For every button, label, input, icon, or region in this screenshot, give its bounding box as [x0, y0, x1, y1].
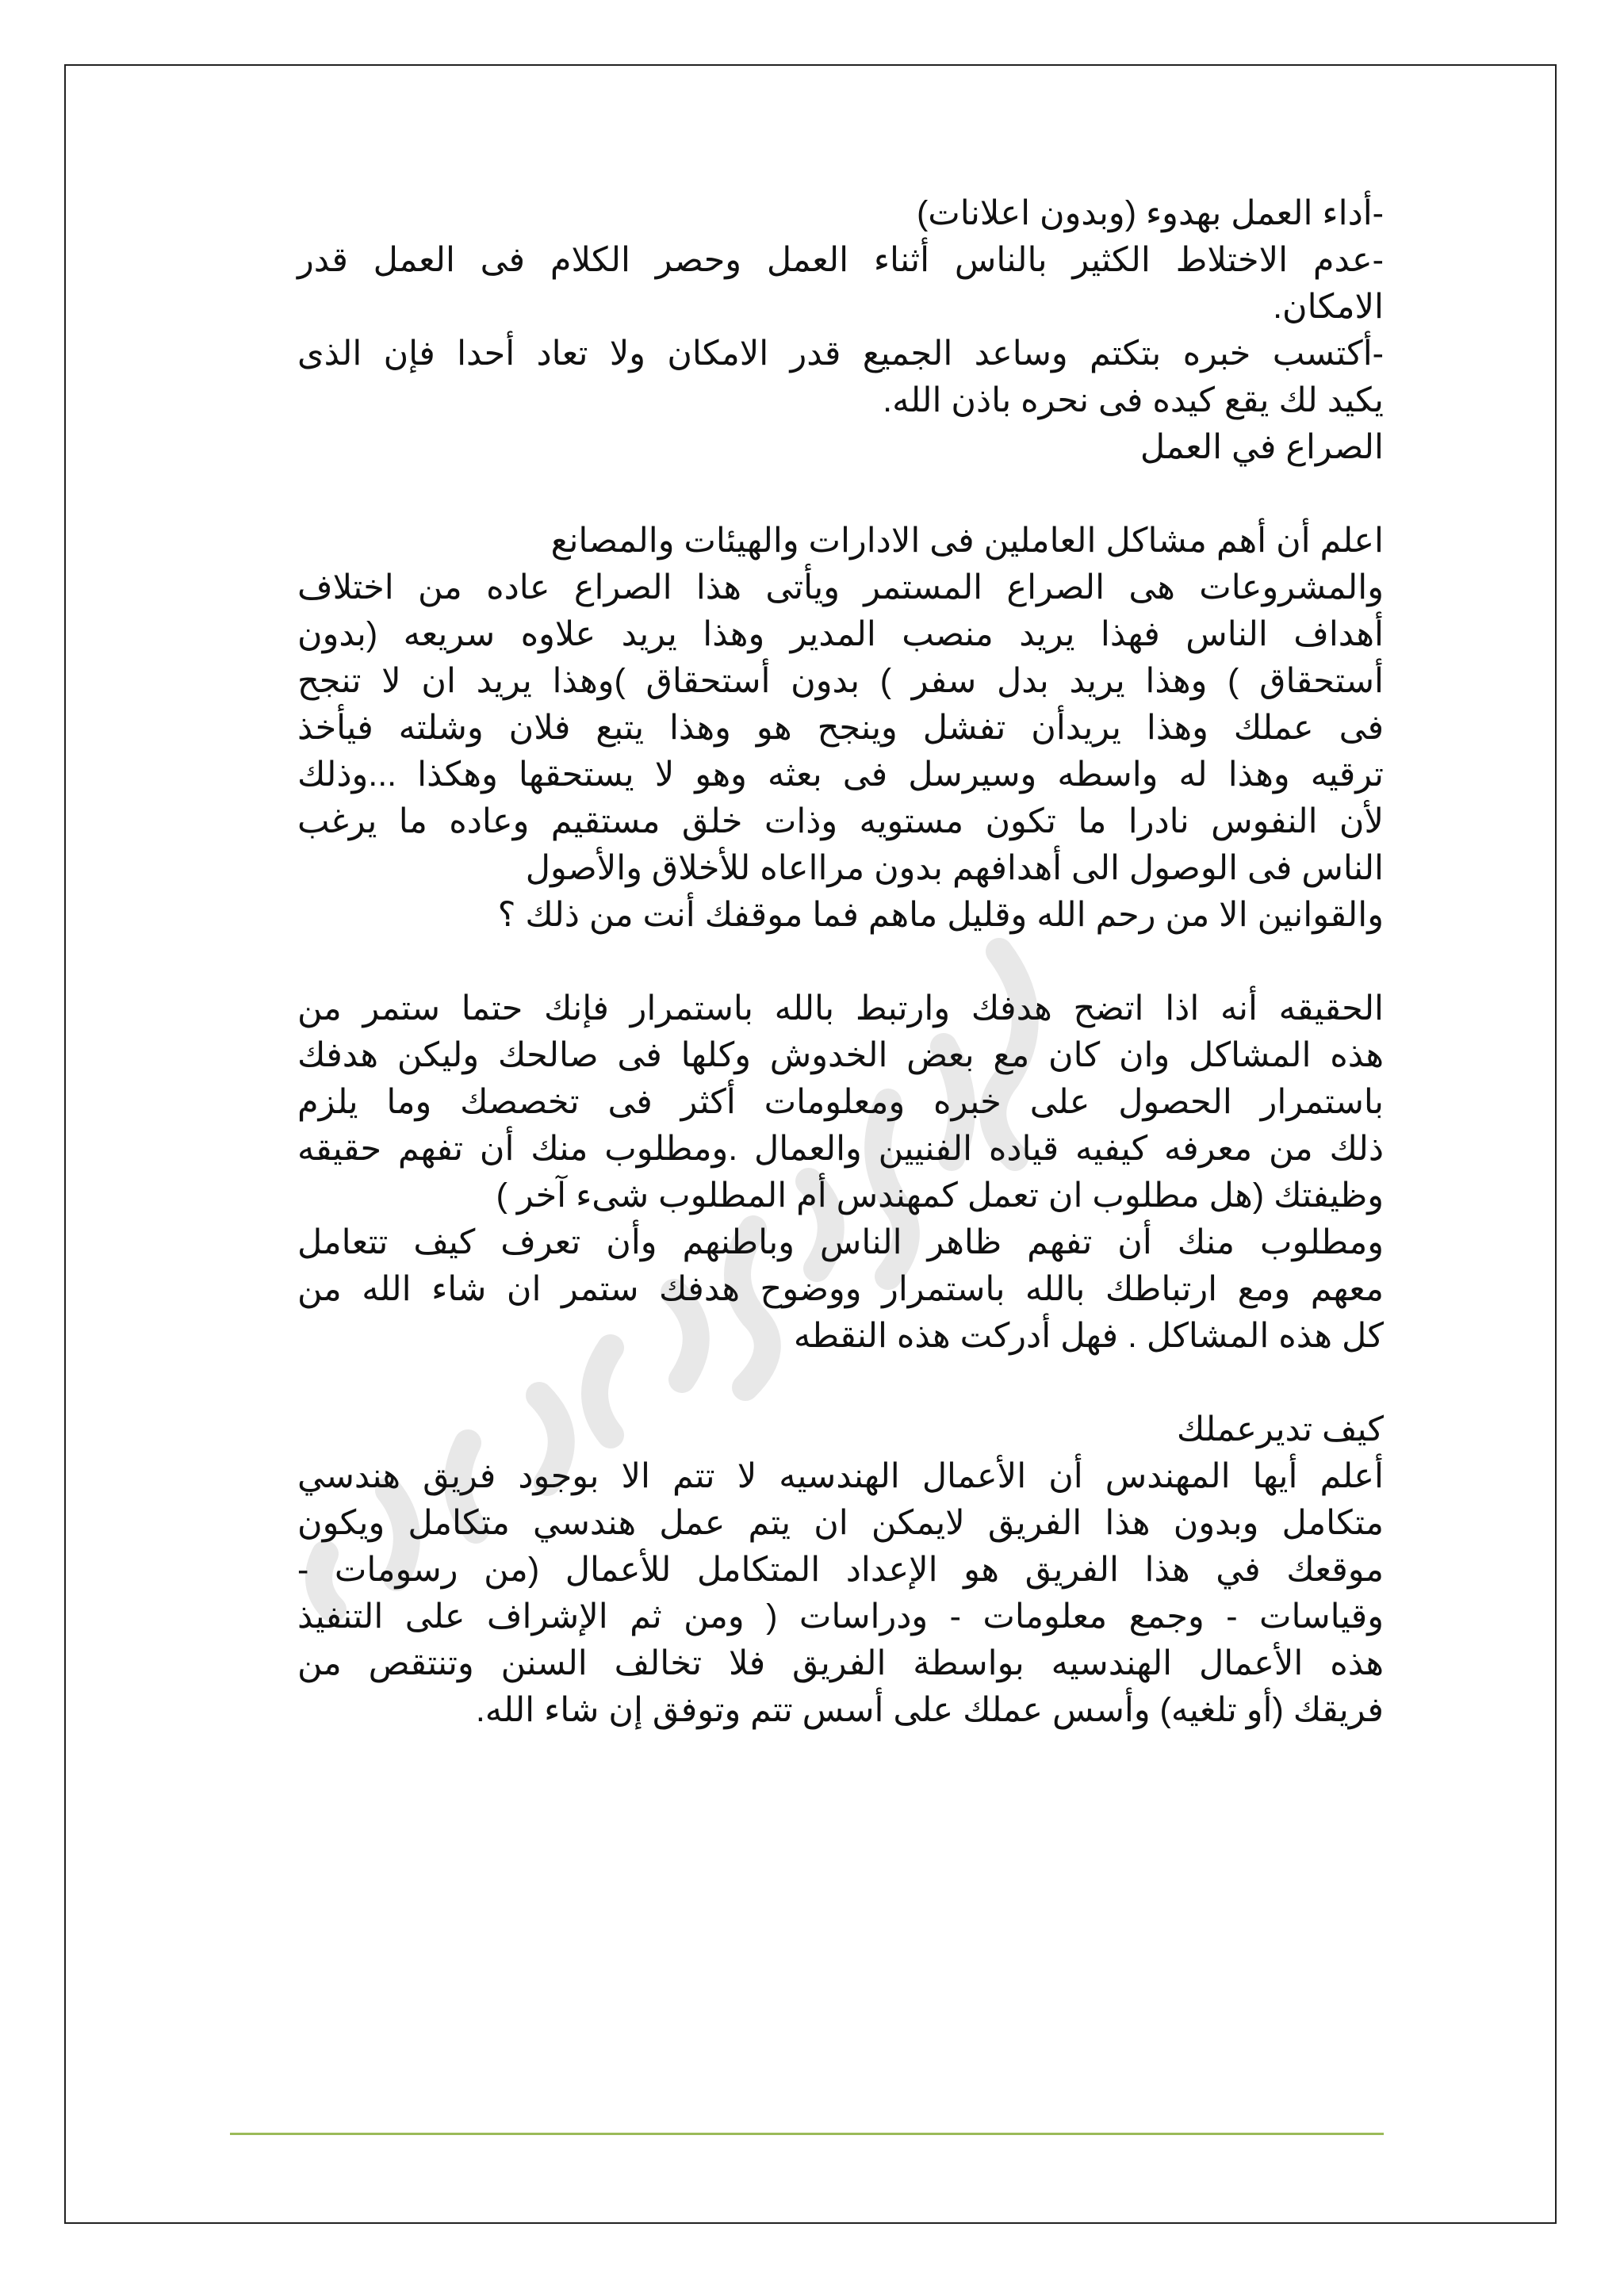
text-line: ذلك من معرفه كيفيه قياده الفنيين والعمال .ومطلوب منك أن تفهم حقيقه — [297, 1130, 1384, 1168]
text-line: -أداء العمل بهدوء (وبدون اعلانات) — [916, 194, 1384, 232]
section-heading: الصراع في العمل — [1139, 428, 1384, 466]
text-line: لأن النفوس نادرا ما تكون مستويه وذات خلق مستقيم وعاده ما يرغب — [297, 802, 1384, 840]
section-manage-section — [297, 1406, 1384, 1734]
text-line: والقوانين الا من رحم الله وقليل ماهم فما موقفك أنت من ذلك ؟ — [497, 896, 1384, 934]
text-line: ومطلوب منك أن تفهم ظاهر الناس وباطنهم وأن تعرف كيف تتعامل — [297, 1223, 1384, 1261]
text-line: والمشروعات هى الصراع المستمر ويأتى هذا الصراع عاده من اختلاف — [297, 568, 1384, 607]
text-line: وظيفتك (هل مطلوب ان تعمل كمهندس أم المطلوب شىء آخر ) — [496, 1177, 1384, 1215]
text-line: هذه الأعمال الهندسيه بواسطة الفريق فلا تخالف السنن وتنتقص من — [297, 1644, 1384, 1682]
section-intro-list — [297, 190, 1384, 424]
text-line: الامكان. — [1273, 288, 1384, 326]
footer-rule — [230, 2133, 1384, 2135]
text-line: -أكتسب خبره بتكتم وساعد الجميع قدر الامكان ولا تعاد أحدا فإن الذى — [297, 335, 1384, 373]
text-line: الحقيقه أنه اذا اتضح هدفك وارتبط بالله باستمرار فإنك حتما ستمر من — [297, 989, 1384, 1027]
text-line: اعلم أن أهم مشاكل العاملين فى الادارات والهيئات والمصانع — [550, 522, 1384, 560]
text-line: وقياسات - وجمع معلومات - ودراسات ( ومن ثم الإشراف على التنفيذ — [297, 1598, 1384, 1636]
text-line: أعلم أيها المهندس أن الأعمال الهندسيه لا تتم الا بوجود فريق هندسي — [297, 1457, 1384, 1495]
section-conflict-heading — [297, 424, 1384, 471]
text-line: موقعك في هذا الفريق هو الإعداد المتكامل للأعمال (من رسومات - — [297, 1551, 1384, 1589]
document-body — [297, 190, 1384, 1734]
text-line: ترقيه وهذا له واسطه وسيرسل فى بعثه وهو لا يستحقها وهكذا ...وذلك — [297, 756, 1384, 794]
text-line: متكامل وبدون هذا الفريق لايمكن ان يتم عمل هندسي متكامل ويكون — [297, 1504, 1384, 1542]
section-conflict-paragraph — [297, 518, 1384, 939]
text-line: فى عملك وهذا يريدأن تفشل وينجح هو وهذا يتبع فلان وشلته فيأخذ — [297, 709, 1384, 747]
paragraph-gap — [297, 1360, 1384, 1406]
text-line: يكيد لك يقع كيده فى نحره باذن الله. — [883, 381, 1384, 419]
paragraph-gap — [297, 939, 1384, 985]
text-line: أهداف الناس فهذا يريد منصب المدير وهذا يريد علاوه سريعه (بدون — [297, 615, 1384, 653]
text-line: باستمرار الحصول على خبره ومعلومات أكثر فى تخصصك وما يلزم — [297, 1083, 1384, 1121]
text-line: كل هذه المشاكل . فهل أدركت هذه النقطه — [793, 1317, 1384, 1355]
paragraph-gap — [297, 471, 1384, 518]
text-line: هذه المشاكل وان كان مع بعض الخدوش وكلها فى صالحك وليكن هدفك — [297, 1036, 1384, 1074]
section-heading: كيف تديرعملك — [1176, 1410, 1384, 1448]
text-line: أستحقاق ) وهذا يريد بدل سفر ) بدون أستحقاق )وهذا يريد ان لا تنجح — [297, 662, 1384, 700]
text-line: -عدم الاختلاط الكثير بالناس أثناء العمل وحصر الكلام فى العمل قدر — [297, 241, 1384, 279]
text-line: الناس فى الوصول الى أهدافهم بدون مرااعاه للأخلاق والأصول — [525, 849, 1384, 887]
text-line: فريقك (أو تلغيه) وأسس عملك على أسس تتم وتوفق إن شاء الله. — [475, 1691, 1384, 1729]
section-truth-paragraph — [297, 985, 1384, 1360]
text-line: معهم ومع ارتباطك بالله باستمرار ووضوح هدفك ستمر ان شاء الله من — [297, 1270, 1384, 1308]
